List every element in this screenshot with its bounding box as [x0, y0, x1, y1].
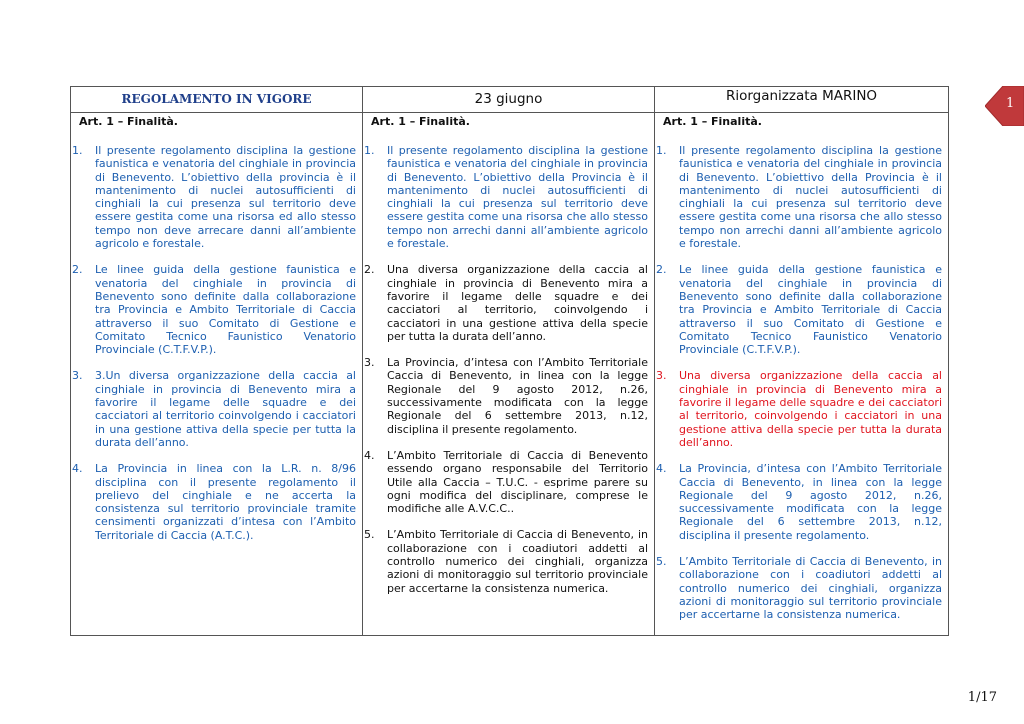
- item-number: 2.: [364, 263, 375, 277]
- content-row: [71, 113, 949, 636]
- header-cell-marino: [655, 87, 949, 113]
- page-flag-number: 1: [1006, 96, 1015, 111]
- item-text: L’Ambito Territoriale di Caccia di Benevento essendo organo responsabile del Territorio Utile alla Caccia – T.U.C. - esprime parere su ogni modifica del disciplinare, comprese le modifiche alle A.V.C.C..: [387, 448, 648, 516]
- item-text: La Provincia in linea con la L.R. n. 8/96 disciplina con il presente regolamento il prelievo del cinghiale e ne accerta la consistenza sul territorio provinciale tramite censimenti organizzati d’intesa con l’Ambito Territoriale di Caccia (A.T.C.).: [95, 462, 356, 542]
- list-item: [655, 144, 942, 250]
- item-text: L’Ambito Territoriale di Caccia di Benevento, in collaborazione con i coadiutori addetti al controllo numerico dei cinghiali, organizza azioni di monitoraggio sul territorio provinciale per accertarne la consistenza numerica.: [387, 528, 648, 595]
- column-june: [363, 113, 655, 636]
- header-cell-current: [71, 87, 363, 113]
- item-number: 5.: [364, 528, 375, 542]
- item-number: 1.: [364, 144, 375, 157]
- header-cell-june: [363, 87, 655, 113]
- item-number: 1.: [72, 144, 83, 157]
- list-item: [71, 144, 356, 250]
- item-text: Il presente regolamento disciplina la gestione faunistica e venatoria del cinghiale in provincia di Benevento. L’obiettivo della Provincia è il mantenimento di nuclei autosufficienti di cinghiali la cui presenza sul territorio deve essere gestita come una risorsa che allo stesso tempo non arrechi danni all’ambiente agricolo e forestale.: [679, 144, 942, 251]
- item-number: 3.: [656, 369, 667, 383]
- list-item: [655, 263, 942, 356]
- item-text: Le linee guida della gestione faunistica e venatoria del cinghiale in provincia di Benevento sono definite dalla collaborazione tra Provincia e Ambito Territoriale di Caccia attraverso il suo Comitato di Gestione e Comitato Tecnico Faunistico Venatorio Provinciale (C.T.F.V.P.).: [679, 263, 942, 357]
- header-current-regulation: REGOLAMENTO IN VIGORE: [121, 92, 312, 106]
- list-item: [655, 462, 942, 542]
- list-item: [363, 528, 648, 594]
- item-number: 3.: [364, 356, 375, 370]
- item-text: Una diversa organizzazione della caccia al cinghiale in provincia di Benevento mira a favorire il legame delle squadre e dei cacciatori al territorio, coinvolgendo i cacciatori in una gestione attiva della specie per tutta la durata dell’anno.: [679, 369, 942, 449]
- article-items-list: [363, 144, 648, 595]
- item-number: 2.: [72, 263, 83, 277]
- item-number: 2.: [656, 263, 667, 277]
- item-text: Le linee guida della gestione faunistica e venatoria del cinghiale in provincia di Benevento sono definite dalla collaborazione tra Provincia e Ambito Territoriale di Caccia attraverso il suo Comitato di Gestione e Comitato Tecnico Faunistico Venatorio Provinciale (C.T.F.V.P.).: [95, 263, 356, 357]
- item-text: Una diversa organizzazione della caccia al cinghiale in provincia di Benevento mira a favorire il legame delle squadre e dei cacciatori al territorio, coinvolgendo i cacciatori in una gestione attiva della specie per tutta la durata dell’anno.: [387, 263, 648, 343]
- page-flag-icon: [985, 86, 1024, 126]
- list-item: [363, 263, 648, 343]
- item-text: La Provincia, d’intesa con l’Ambito Territoriale Caccia di Benevento, in linea con la legge Regionale del 9 agosto 2012, n.26, successivamente modificata con la legge Regionale del 6 settembre 2013, n.12, disciplina il presente regolamento.: [387, 356, 648, 436]
- list-item: [363, 356, 648, 436]
- list-item: [655, 369, 942, 449]
- item-number: 4.: [364, 448, 375, 462]
- list-item: [363, 144, 648, 250]
- item-text: L’Ambito Territoriale di Caccia di Benevento, in collaborazione con i coadiutori addetti al controllo numerico dei cinghiali, organizza azioni di monitoraggio sul territorio provinciale per accertarne la consistenza numerica.: [679, 555, 942, 622]
- list-item: [71, 263, 356, 356]
- list-item: [71, 369, 356, 449]
- list-item: [363, 449, 648, 515]
- column-marino: [655, 113, 949, 636]
- item-text: 3.Un diversa organizzazione della caccia al cinghiale in provincia di Benevento mira a favorire il legame delle squadre e dei cacciatori al territorio coinvolgendo i cacciatori in una gestione attiva della specie per tutta la durata dell’anno.: [95, 369, 356, 449]
- column-current: [71, 113, 363, 636]
- column-content: [71, 113, 362, 542]
- comparison-table: [70, 86, 949, 636]
- item-number: 4.: [72, 462, 83, 476]
- list-item: [71, 462, 356, 542]
- list-item: [655, 555, 942, 621]
- article-title: Art. 1 – Finalità.: [371, 115, 470, 128]
- article-title: Art. 1 – Finalità.: [79, 115, 178, 128]
- item-text: Il presente regolamento disciplina la gestione faunistica e venatoria del cinghiale in provincia di Benevento. L’obiettivo della Provincia è il mantenimento di nuclei autosufficienti di cinghiali la cui presenza sul territorio deve essere gestita come una risorsa che allo stesso tempo non arrechi danni all’ambiente agricolo e forestale.: [387, 144, 648, 251]
- header-marino-version: Riorganizzata MARINO: [725, 88, 878, 104]
- article-items-list: [655, 144, 942, 622]
- item-text: Il presente regolamento disciplina la gestione faunistica e venatoria del cinghiale in provincia di Benevento. L’obiettivo della provincia è il mantenimento di nuclei autosufficienti di cinghiali la cui presenza sul territorio deve essere gestita come una risorsa ed allo stesso tempo non deve arrecare danni all’ambiente agricolo e forestale.: [95, 144, 356, 251]
- column-content: [655, 113, 948, 622]
- item-number: 5.: [656, 555, 667, 569]
- item-number: 4.: [656, 462, 667, 476]
- item-number: 3.: [72, 369, 83, 383]
- article-items-list: [71, 144, 356, 542]
- column-content: [363, 113, 654, 595]
- article-title: Art. 1 – Finalità.: [663, 115, 762, 128]
- page-counter: 1/17: [967, 690, 997, 705]
- header-june-version: 23 giugno: [474, 91, 543, 107]
- item-number: 1.: [656, 144, 667, 157]
- header-row: [71, 87, 949, 113]
- item-text: La Provincia, d’intesa con l’Ambito Territoriale Caccia di Benevento, in linea con la legge Regionale del 9 agosto 2012, n.26, successivamente modificata con la legge Regionale del 6 settembre 2013, n.12, disciplina il presente regolamento.: [679, 462, 942, 542]
